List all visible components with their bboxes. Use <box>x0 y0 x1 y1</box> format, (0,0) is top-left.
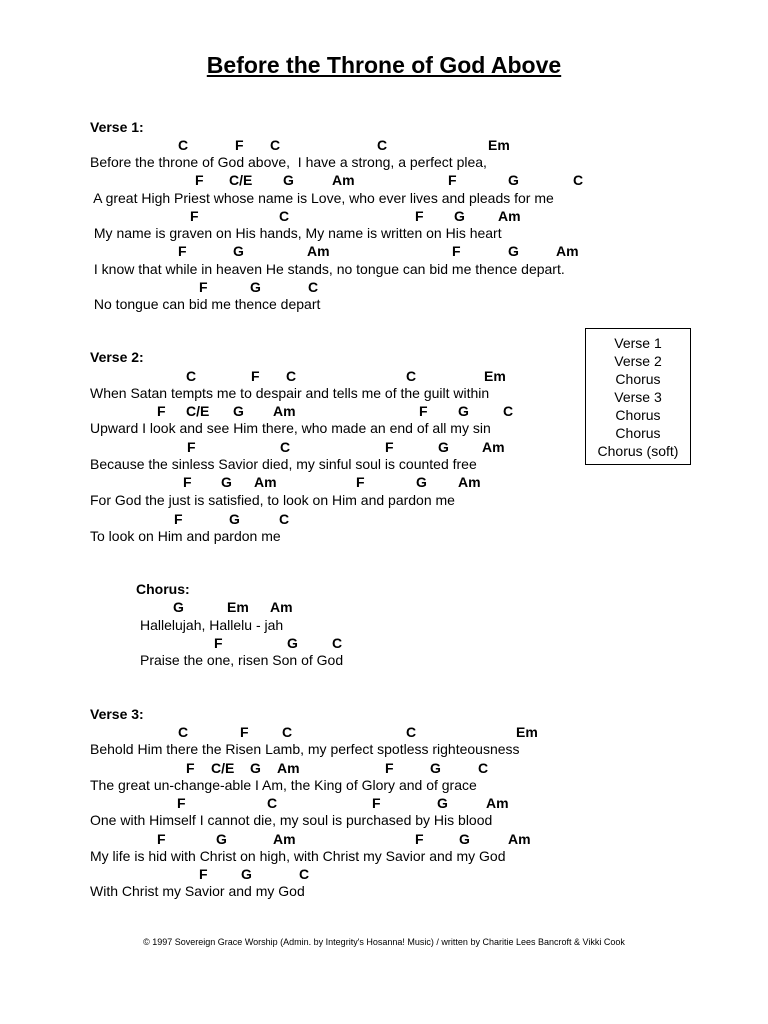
chord: C <box>280 439 291 455</box>
chord: Am <box>556 243 579 259</box>
chord: G <box>437 795 448 811</box>
chord: C <box>279 511 290 527</box>
lyric-line: A great High Priest whose name is Love, who ever lives and pleads for me <box>90 190 554 206</box>
lyric-line: Hallelujah, Hallelu - jah <box>140 617 284 633</box>
lyric-line: Praise the one, risen Son of God <box>140 652 344 668</box>
chord: C <box>267 795 278 811</box>
chord: G <box>283 172 294 188</box>
lyric-line: Because the sinless Savior died, my sinful soul is counted free <box>90 456 477 472</box>
chord: C <box>186 368 197 384</box>
lyric-line: For God the just is satisfied, to look on Him and pardon me <box>90 492 455 508</box>
chord: G <box>233 243 244 259</box>
lyric-line: I know that while in heaven He stands, no tongue can bid me thence depart. <box>90 261 565 277</box>
song-title: Before the Throne of God Above <box>206 52 562 78</box>
lyric-line: To look on Him and pardon me <box>90 528 281 544</box>
chord: Am <box>498 208 521 224</box>
chord: F <box>199 279 208 295</box>
chord: C <box>178 137 189 153</box>
chord: F <box>448 172 457 188</box>
lyric-line: My life is hid with Christ on high, with Christ my Savior and my God <box>90 848 506 864</box>
order-item: Verse 1 <box>614 335 662 351</box>
chord: Am <box>273 403 296 419</box>
copyright-footer: © 1997 Sovereign Grace Worship (Admin. by Integrity's Hosanna! Music) / written by Charitie Lees Bancroft & Vikki Cook <box>143 937 625 947</box>
chord: F <box>240 724 249 740</box>
order-item: Verse 3 <box>614 389 662 405</box>
chord: G <box>250 279 261 295</box>
chord: F <box>177 795 186 811</box>
chord: G <box>438 439 449 455</box>
chord: G <box>458 403 469 419</box>
order-item: Chorus (soft) <box>597 443 679 459</box>
chord: Am <box>270 599 293 615</box>
chord: F <box>187 439 196 455</box>
verse-label: Verse 1: <box>90 119 144 135</box>
chord: G <box>454 208 465 224</box>
order-item: Chorus <box>615 425 661 441</box>
chord: Em <box>227 599 249 615</box>
chord: C <box>573 172 584 188</box>
chord: F <box>195 172 204 188</box>
chord: C <box>299 866 310 882</box>
chord: C <box>406 368 417 384</box>
chord: C <box>282 724 293 740</box>
verse-label: Verse 2: <box>90 349 144 365</box>
lyric-line: Upward I look and see Him there, who made an end of all my sin <box>90 420 491 436</box>
chord: F <box>415 208 424 224</box>
chord: Am <box>486 795 509 811</box>
chord: C/E <box>229 172 253 188</box>
chord: G <box>250 760 261 776</box>
lyric-line: Before the throne of God above, I have a strong, a perfect plea, <box>90 154 487 170</box>
chord: C <box>503 403 514 419</box>
chord: Am <box>458 474 481 490</box>
chord: F <box>157 831 166 847</box>
chord: F <box>174 511 183 527</box>
chord: Em <box>488 137 510 153</box>
chord: G <box>233 403 244 419</box>
chord: C <box>332 635 343 651</box>
chord: F <box>186 760 195 776</box>
chord: F <box>385 760 394 776</box>
chord: F <box>235 137 244 153</box>
chord: F <box>190 208 199 224</box>
chord: Am <box>273 831 296 847</box>
chord: Am <box>307 243 330 259</box>
chord: F <box>183 474 192 490</box>
chord: F <box>452 243 461 259</box>
chord: C <box>406 724 417 740</box>
lyric-line: With Christ my Savior and my God <box>90 883 305 899</box>
chord: F <box>199 866 208 882</box>
chord: G <box>459 831 470 847</box>
chord: G <box>216 831 227 847</box>
chord: F <box>251 368 260 384</box>
chord: F <box>372 795 381 811</box>
chord: G <box>430 760 441 776</box>
chord: G <box>229 511 240 527</box>
lyric-line: One with Himself I cannot die, my soul is purchased by His blood <box>90 812 493 828</box>
verse-label: Verse 3: <box>90 706 144 722</box>
chord: C <box>478 760 489 776</box>
lyric-line: The great un-change-able I Am, the King of Glory and of grace <box>90 777 477 793</box>
chord: Am <box>254 474 277 490</box>
chord: C <box>286 368 297 384</box>
chord: C <box>178 724 189 740</box>
chord: F <box>356 474 365 490</box>
chord: F <box>178 243 187 259</box>
chord: G <box>508 172 519 188</box>
chord: F <box>385 439 394 455</box>
order-item: Chorus <box>615 371 661 387</box>
order-item: Chorus <box>615 407 661 423</box>
lyric-line: My name is graven on His hands, My name is written on His heart <box>90 225 502 241</box>
chord: C <box>308 279 319 295</box>
chord: G <box>416 474 427 490</box>
chord: Am <box>508 831 531 847</box>
chord: G <box>173 599 184 615</box>
chord: C/E <box>186 403 210 419</box>
chorus-label: Chorus: <box>136 581 190 597</box>
chord: F <box>415 831 424 847</box>
chord: G <box>508 243 519 259</box>
chord: C/E <box>211 760 235 776</box>
chord: Em <box>516 724 538 740</box>
chord: G <box>287 635 298 651</box>
chord: C <box>279 208 290 224</box>
chord: Am <box>332 172 355 188</box>
chord: F <box>214 635 223 651</box>
chord: C <box>377 137 388 153</box>
chord: G <box>221 474 232 490</box>
chord: C <box>270 137 281 153</box>
lyric-line: When Satan tempts me to despair and tells me of the guilt within <box>90 385 490 401</box>
lyric-line: Behold Him there the Risen Lamb, my perfect spotless righteousness <box>90 741 520 757</box>
lyric-line: No tongue can bid me thence depart <box>90 296 321 312</box>
chord: Am <box>277 760 300 776</box>
chord: G <box>241 866 252 882</box>
song-order-box <box>585 328 691 465</box>
order-item: Verse 2 <box>614 353 662 369</box>
chord: F <box>157 403 166 419</box>
chord: Am <box>482 439 505 455</box>
chord: F <box>419 403 428 419</box>
chord: Em <box>484 368 506 384</box>
